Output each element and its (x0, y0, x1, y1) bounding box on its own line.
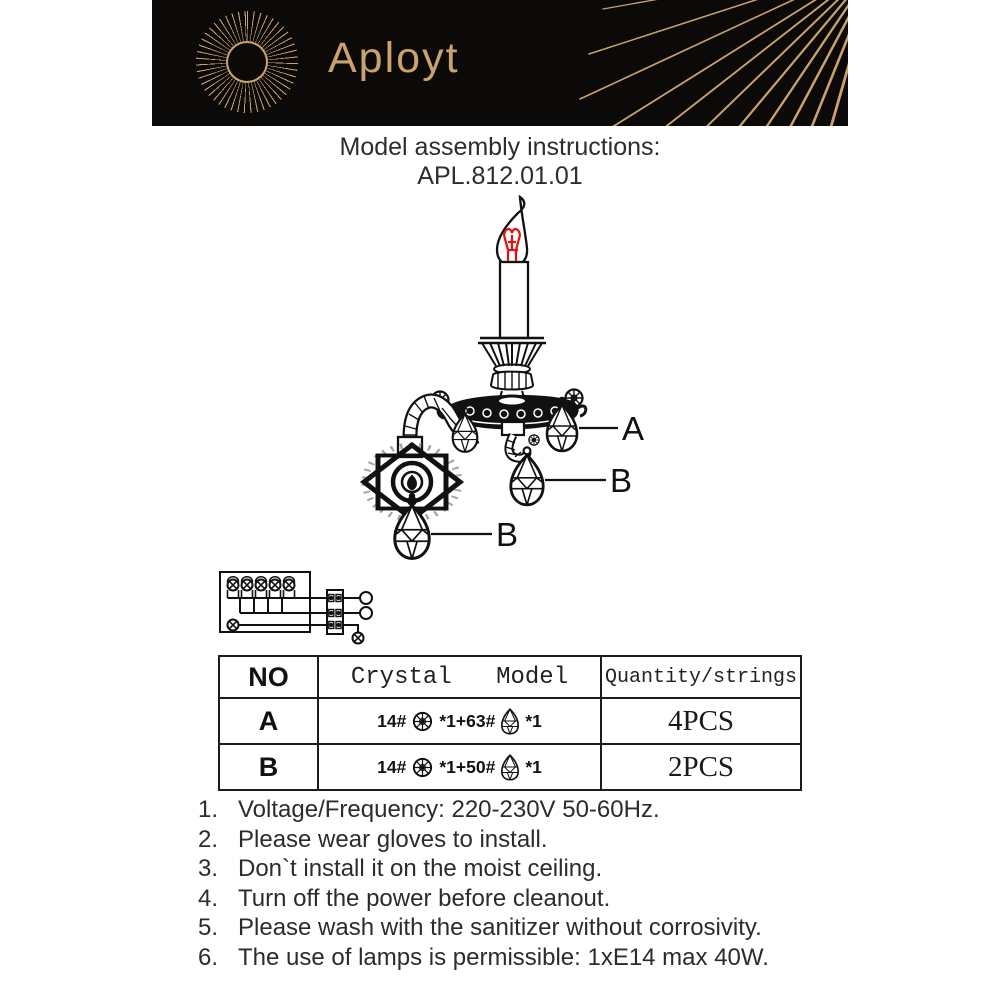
wiring-diagram (215, 566, 400, 650)
gold-rays-decoration (152, 0, 848, 126)
candle-sleeve (500, 262, 528, 338)
twisted-tail (506, 435, 539, 458)
model-number: APL.812.01.01 (417, 162, 583, 190)
table-header-no: NO (219, 656, 318, 698)
octagon-crystal-icon (411, 756, 434, 779)
title-line1: Model assembly instructions: (339, 133, 661, 161)
item-text: Don`t install it on the moist ceiling. (238, 855, 603, 882)
row-b-qty: 2PCS (601, 744, 801, 790)
connector-circle-2 (360, 607, 372, 619)
teardrop-crystal-icon (500, 752, 520, 782)
lamp-symbol-bottom (228, 620, 239, 631)
parts-table (218, 655, 802, 791)
brand-name: Aployt (328, 34, 460, 82)
row-a-suffix: *1 (525, 710, 542, 731)
label-b-low: B (496, 516, 519, 553)
label-a: A (622, 410, 645, 447)
item-text: Voltage/Frequency: 220-230V 50-60Hz. (238, 796, 660, 823)
item-number: 2. (198, 825, 219, 853)
list-item (198, 825, 858, 855)
sconce-assembly-diagram (350, 190, 660, 565)
row-b-prefix: 14# (377, 756, 407, 777)
item-text: Turn off the power before cleanout. (238, 884, 611, 912)
item-number: 5. (198, 914, 219, 941)
item-number: 1. (198, 796, 219, 823)
list-item (198, 913, 858, 943)
table-row-b (219, 744, 801, 790)
candle-cup (478, 338, 546, 403)
row-b-mid: *1+50# (439, 756, 496, 777)
connector-circle-1 (360, 592, 372, 604)
brand-banner (152, 0, 848, 126)
label-b-mid: B (610, 462, 633, 499)
item-number: 3. (198, 855, 219, 882)
item-text: The use of lamps is permissible: 1xE14 max 40W. (238, 943, 769, 971)
page-title (0, 133, 1000, 191)
row-a-qty: 4PCS (601, 698, 801, 744)
lamp-symbols-row (228, 577, 295, 598)
crystal-b-low (395, 497, 430, 558)
teardrop-crystal-icon (500, 706, 520, 736)
row-a-spec (318, 698, 601, 744)
item-number: 4. (198, 884, 219, 912)
row-b-suffix: *1 (525, 756, 542, 777)
item-text: Please wear gloves to install. (238, 825, 548, 853)
list-item (198, 943, 858, 973)
row-b-no: B (219, 744, 318, 790)
lamp-symbol-right (353, 633, 364, 644)
list-item (198, 884, 858, 914)
item-number: 6. (198, 943, 219, 971)
octagon-crystal-icon (411, 710, 434, 733)
row-a-no: A (219, 698, 318, 744)
row-a-prefix: 14# (377, 710, 407, 731)
table-header-qty: Quantity/strings (601, 656, 801, 698)
row-a-mid: *1+63# (439, 710, 496, 731)
row-b-spec (318, 744, 601, 790)
table-header-model: Crystal Model (318, 656, 601, 698)
instructions-list (198, 795, 858, 972)
list-item (198, 854, 858, 884)
stem-block (502, 422, 524, 435)
list-item (198, 795, 858, 825)
terminal-block (327, 590, 343, 634)
item-text: Please wash with the sanitizer without corrosivity. (238, 914, 762, 941)
table-row-a (219, 698, 801, 744)
